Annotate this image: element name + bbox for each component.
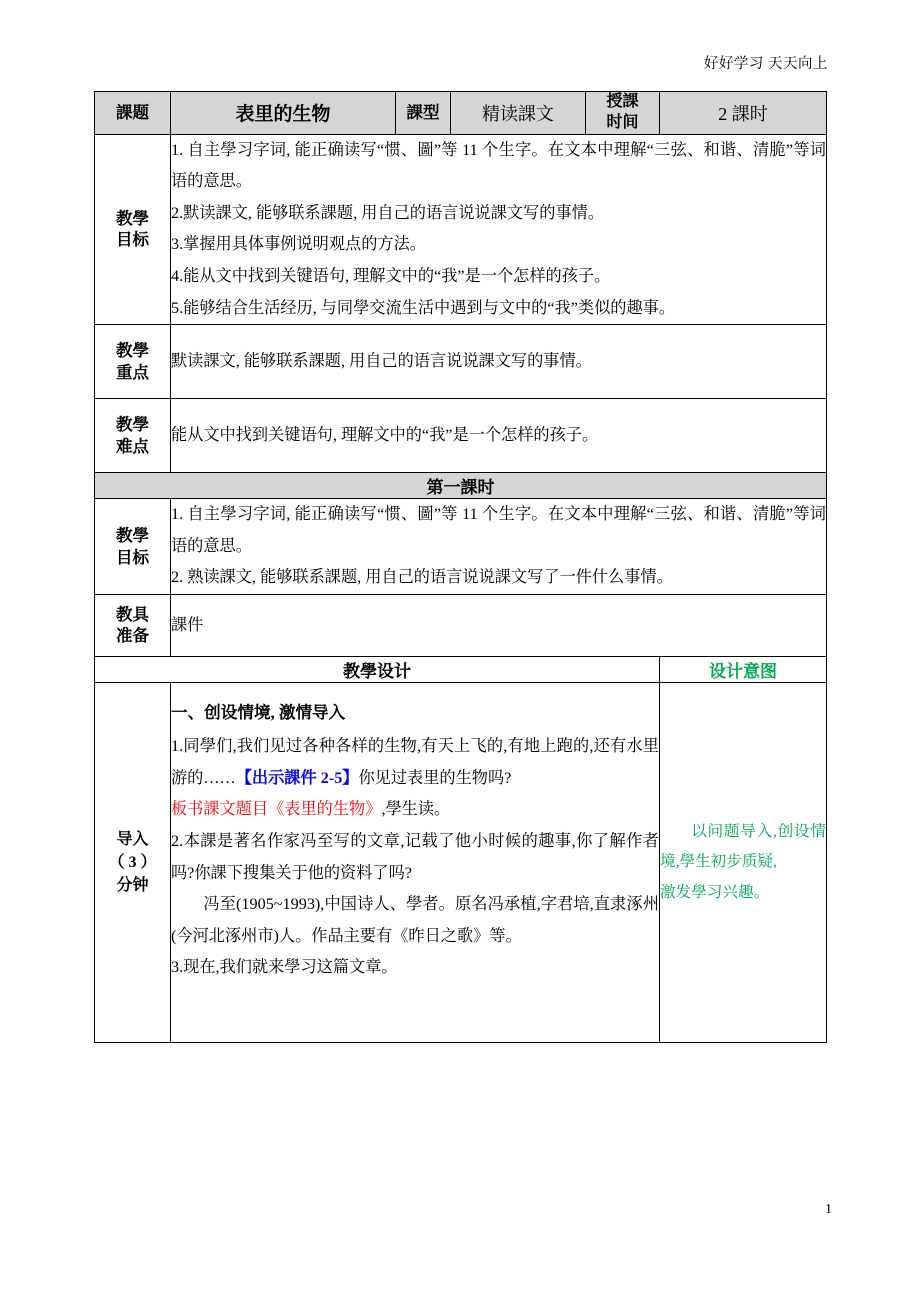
key-points-label [95,325,171,399]
table-row-title [95,92,827,135]
teaching-design-content [171,682,660,1042]
period-goals-label-line2: 目标 [116,547,149,567]
goal-item: 2.默读課文, 能够联系課题, 用自己的语言说说課文写的事情。 [171,203,605,222]
period-goals-content [171,499,827,595]
design-intent-content [660,682,827,1042]
design-paragraph-1 [171,731,659,794]
difficulties-label-line2: 难点 [116,436,149,456]
materials-label-line1: 教具 [116,604,149,624]
design-paragraph-2 [171,794,659,826]
design-para2-suffix: ,學生读。 [381,800,451,819]
lesson-plan-table [94,91,827,1043]
period-goals-label-line1: 教學 [116,525,149,545]
design-paragraph-3: 2.本課是著名作家冯至写的文章,记载了他小时候的趣事,你了解作者吗?你課下搜集关于他的资料了吗? [171,832,659,882]
difficulties-text: 能从文中找到关键语句, 理解文中的“我”是一个怎样的孩子。 [171,425,599,444]
design-para1-suffix: 你见过表里的生物吗? [358,768,512,787]
table-row-period-divider [95,473,827,499]
goal-item: 5.能够结合生活经历, 与同學交流生活中遇到与文中的“我”类似的趣事。 [171,298,676,317]
table-row-design-content [95,682,827,1042]
stage-time-line1: 导入 [116,830,149,848]
teaching-time-label-line2: 时间 [606,113,639,131]
goal-item: 1. 自主學习字词, 能正确读写“惯、圖”等 11 个生字。在文本中理解“三弦、和谐、清脆”等词语的意思。 [171,140,826,191]
difficulties-label-line1: 教學 [116,414,149,434]
materials-label-line2: 准备 [116,626,149,646]
design-paragraph-5: 3.现在,我们就来學习这篇文章。 [171,958,398,977]
period-goals-label [95,499,171,595]
period-goal-item: 1. 自主學习字词, 能正确读写“惯、圖”等 11 个生字。在文本中理解“三弦、和谐、清脆”等词语的意思。 [171,505,826,555]
key-points-content [171,325,827,399]
table-row-materials [95,594,827,656]
table-row-difficulties [95,399,827,473]
period-goal-item: 2. 熟读課文, 能够联系課题, 用自己的语言说说課文写了一件什么事情。 [171,568,673,587]
stage-time-line2: （ 3 ） [108,853,157,871]
key-points-label-line2: 重点 [116,362,149,382]
goals-content [171,134,827,325]
stage-time-label [95,682,171,1042]
running-header: 好好学习 天天向上 [703,56,828,72]
teaching-time-label [586,92,660,135]
topic-value: 表里的生物 [171,92,396,135]
materials-label [95,594,171,656]
key-points-text: 默读課文, 能够联系課题, 用自己的语言说说課文写的事情。 [171,351,592,370]
goals-label-line2: 目标 [116,230,149,250]
topic-label: 課题 [95,92,171,135]
teaching-time-value: 2 課时 [660,92,827,135]
goals-label-line1: 教學 [116,208,149,228]
design-intent-line2: 激发學习兴趣。 [660,883,770,901]
goal-item: 3.掌握用具体事例说明观点的方法。 [171,235,426,254]
teaching-time-label-line1: 授課 [606,93,639,110]
stage-time-line3: 分钟 [116,877,149,895]
table-row-key-points [95,325,827,399]
blackboard-note: 板书課文题目《表里的生物》 [171,800,382,819]
lesson-type-value: 精读課文 [451,92,586,135]
table-row-goals [95,134,827,325]
design-intent-line1: 以问题导入,创设情境,學生初步质疑, [660,822,826,871]
design-heading: 一、创设情境, 激情导入 [171,702,346,722]
courseware-cue: 【出示課件 2-5】 [235,768,359,787]
page-number: 1 [825,1202,832,1217]
design-intent-header: 设计意图 [660,656,827,682]
materials-content [171,594,827,656]
key-points-label-line1: 教學 [116,340,149,360]
difficulties-label [95,399,171,473]
period-divider-title: 第一課时 [95,473,827,499]
table-row-design-header [95,656,827,682]
goals-label [95,134,171,325]
table-row-period-goals [95,499,827,595]
teaching-design-header: 教學设计 [95,656,660,682]
goal-item: 4.能从文中找到关键语句, 理解文中的“我”是一个怎样的孩子。 [171,266,611,285]
difficulties-content [171,399,827,473]
design-para1-prefix: 1.同學们,我们见过各种各样的生物,有天上飞的,有地上跑的,还有水里游的…… [171,737,659,787]
design-paragraph-4: 冯至(1905~1993),中国诗人、學者。原名冯承植,字君培,直隶涿州(今河北涿州市)人。作品主要有《昨日之歌》等。 [171,895,659,945]
lesson-type-label: 課型 [396,92,451,135]
materials-text: 課件 [171,615,204,634]
